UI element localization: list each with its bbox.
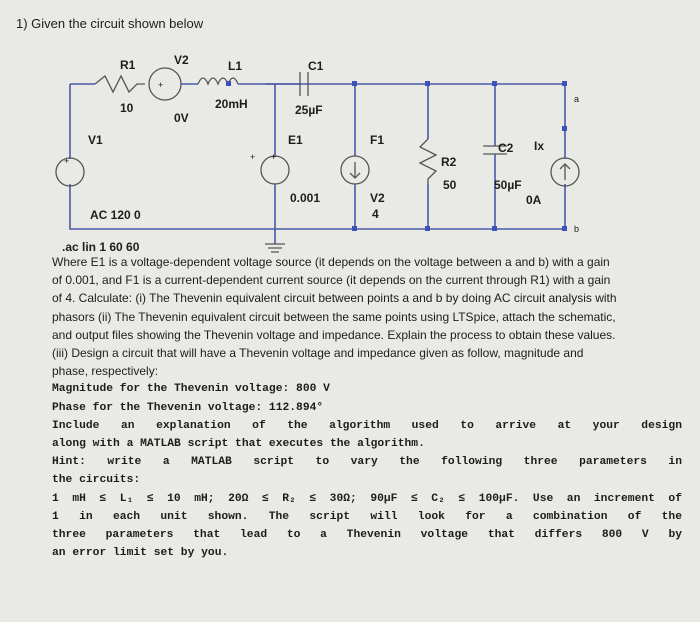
r2-label: R2 (441, 155, 457, 169)
l1-value: 20mH (215, 97, 248, 111)
r1-value: 10 (120, 101, 134, 115)
text-line: Where E1 is a voltage-dependent voltage source (it depends on the voltage between a and b) with a gain (52, 255, 610, 269)
text-line: three parameters that lead to a Thevenin voltage that differs 800 V by (52, 529, 682, 542)
circuit-schematic (50, 44, 630, 254)
r1-resistor (95, 76, 145, 92)
problem-text (52, 253, 682, 562)
r1-label: R1 (120, 58, 136, 72)
thevenin-phase: Phase for the Thevenin voltage: 112.894° (52, 401, 324, 414)
r2-resistor (420, 139, 436, 184)
text-line: the circuits: (52, 474, 141, 487)
text-line: along with a MATLAB script that executes the algorithm. (52, 438, 425, 451)
f1-control: V2 (370, 191, 385, 205)
parameter-ranges: 1 mH ≤ L₁ ≤ 10 mH; 20Ω ≤ R₂ ≤ 30Ω; 90µF ≤ C₂ ≤ 100µF. Use an increment of (52, 492, 682, 505)
l1-label: L1 (228, 59, 243, 73)
svg-text:+: + (250, 152, 256, 162)
text-line: and output files showing the Thevenin voltage and impedance. Explain the process to obtain these values. (52, 327, 616, 342)
text-line: phase, respectively: (52, 364, 159, 379)
e1-value: 0.001 (290, 191, 321, 205)
c2-value: 50µF (494, 178, 522, 192)
ix-value: 0A (526, 193, 542, 207)
text-line: of 0.001, and F1 is a current-dependent current source (it depends on the current through R1) with a gain (52, 273, 611, 288)
arrow-down-icon (350, 162, 360, 178)
thevenin-magnitude: Magnitude for the Thevenin voltage: 800 V (52, 383, 330, 396)
svg-text:+: + (158, 80, 164, 90)
svg-text:+: + (271, 152, 277, 162)
text-line: Include an explanation of the algorithm used to arrive at your design (52, 419, 682, 432)
text-line: (iii) Design a circuit that will have a Thevenin voltage and impedance given as follow, magnitude and (52, 346, 584, 361)
v2-value: 0V (174, 111, 189, 125)
node-b-label: b (574, 224, 580, 234)
text-line: an error limit set by you. (52, 547, 229, 560)
c1-value: 25µF (295, 103, 323, 117)
v2-source (149, 68, 181, 100)
f1-gain: 4 (372, 207, 379, 221)
ground-icon (265, 244, 285, 252)
v1-source (56, 158, 84, 186)
f1-label: F1 (370, 133, 385, 147)
v1-value: AC 120 0 (90, 208, 141, 222)
v1-label: V1 (88, 133, 103, 147)
r2-value: 50 (443, 178, 457, 192)
v2-label: V2 (174, 53, 189, 67)
c1-label: C1 (308, 59, 324, 73)
ix-label: Ix (534, 139, 545, 153)
e1-label: E1 (288, 133, 303, 147)
l1-inductor (198, 78, 238, 84)
svg-text:+: + (64, 156, 70, 166)
c2-label: C2 (498, 141, 514, 155)
hint-line: Hint: write a MATLAB script to vary the following three parameters in (52, 456, 682, 469)
text-line: phasors (ii) The Thevenin equivalent circuit between the same points using LTSpice, attach the schematic, (52, 309, 616, 324)
text-line: 1 in each unit shown. The script will look for a combination of the (52, 510, 682, 523)
node-a-label: a (574, 94, 580, 104)
text-line: of 4. Calculate: (i) The Thevenin equivalent circuit between points a and b by doing AC circuit analysis with (52, 291, 617, 306)
arrow-up-icon (560, 164, 570, 180)
question-heading: 1) Given the circuit shown below (16, 16, 204, 31)
ac-directive: .ac lin 1 60 60 (62, 240, 140, 254)
